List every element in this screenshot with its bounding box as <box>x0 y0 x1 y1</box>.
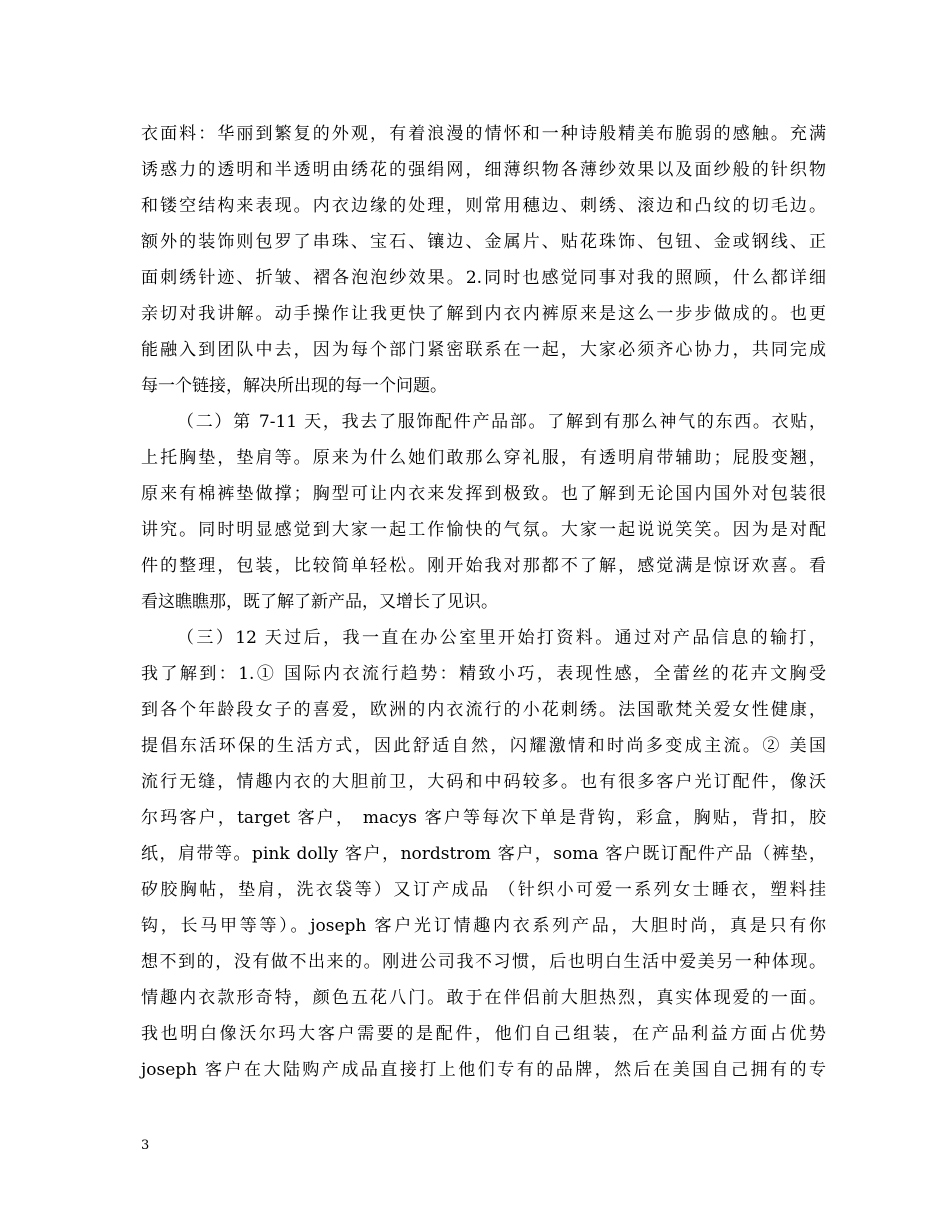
text-line: 额外的装饰则包罗了串珠、宝石、镶边、金属片、贴花珠饰、包钮、金或钢线、正 <box>141 232 826 252</box>
text-line: 衣面料：华丽到繁复的外观，有着浪漫的情怀和一种诗般精美布脆弱的感触。充满 <box>141 124 826 144</box>
text-line: 提倡东活环保的生活方式，因此舒适自然，闪耀激情和时尚多变成主流。② 美国 <box>141 736 826 756</box>
text-line: 面刺绣针迹、折皱、褶各泡泡纱效果。2.同时也感觉同事对我的照顾，什么都详细 <box>141 268 826 288</box>
text-line: 原来有棉裤垫做撑；胸型可让内衣来发挥到极致。也了解到无论国内国外对包装很 <box>141 484 826 504</box>
text-line: 讲究。同时明显感觉到大家一起工作愉快的气氛。大家一起说说笑笑。因为是对配 <box>141 520 826 540</box>
text-line: 看这瞧瞧那，既了解了新产品，又增长了见识。 <box>141 592 498 612</box>
text-line: （三）12 天过后，我一直在办公室里开始打资料。通过对产品信息的输打， <box>177 628 826 648</box>
text-line: 我了解到：1.① 国际内衣流行趋势：精致小巧，表现性感，全蕾丝的花卉文胸受 <box>141 664 826 684</box>
text-line: 我也明白像沃尔玛大客户需要的是配件，他们自己组装，在产品利益方面占优势 <box>141 1024 826 1044</box>
text-line: joseph 客户在大陆购产成品直接打上他们专有的品牌，然后在美国自己拥有的专 <box>141 1060 826 1080</box>
text-line: 纸，肩带等。pink dolly 客户，nordstrom 客户，soma 客户既订配件产品（裤垫， <box>141 844 826 864</box>
text-line: （二）第 7-11 天，我去了服饰配件产品部。了解到有那么神气的东西。衣贴， <box>177 412 826 432</box>
text-line: 矽胶胸帖，垫肩，洗衣袋等）又订产成品 （针织小可爱一系列女士睡衣，塑料挂 <box>141 880 826 900</box>
text-line: 和镂空结构来表现。内衣边缘的处理，则常用穗边、刺绣、滚边和凸纹的切毛边。 <box>141 196 826 216</box>
text-line: 上托胸垫，垫肩等。原来为什么她们敢那么穿礼服，有透明肩带辅助；屁股变翘， <box>141 448 826 468</box>
text-line: 能融入到团队中去，因为每个部门紧密联系在一起，大家必须齐心协力，共同完成 <box>141 340 826 360</box>
text-line: 件的整理，包装，比较简单轻松。刚开始我对那都不了解，感觉满是惊讶欢喜。看 <box>141 556 826 576</box>
text-line: 流行无缝，情趣内衣的大胆前卫，大码和中码较多。也有很多客户光订配件，像沃 <box>141 772 826 792</box>
text-line: 亲切对我讲解。动手操作让我更快了解到内衣内裤原来是这么一步步做成的。也更 <box>141 304 826 324</box>
body-text <box>141 116 826 1088</box>
text-line: 每一个链接，解决所出现的每一个问题。 <box>141 376 447 396</box>
text-line: 想不到的，没有做不出来的。刚进公司我不习惯，后也明白生活中爱美另一种体现。 <box>141 952 826 972</box>
text-line: 钩，长马甲等等）。joseph 客户光订情趣内衣系列产品，大胆时尚，真是只有你 <box>141 916 826 936</box>
text-line: 到各个年龄段女子的喜爱，欧洲的内衣流行的小花刺绣。法国歌梵关爱女性健康， <box>141 700 826 720</box>
text-line: 情趣内衣款形奇特，颜色五花八门。敢于在伴侣前大胆热烈，真实体现爱的一面。 <box>141 988 826 1008</box>
text-line: 尔玛客户，target 客户， macys 客户等每次下单是背钩，彩盒，胸贴，背扣，胶 <box>141 808 826 828</box>
text-line: 诱惑力的透明和半透明由绣花的强绢网，细薄织物各薄纱效果以及面纱般的针织物 <box>141 160 826 180</box>
page-number: 3 <box>141 1138 150 1153</box>
